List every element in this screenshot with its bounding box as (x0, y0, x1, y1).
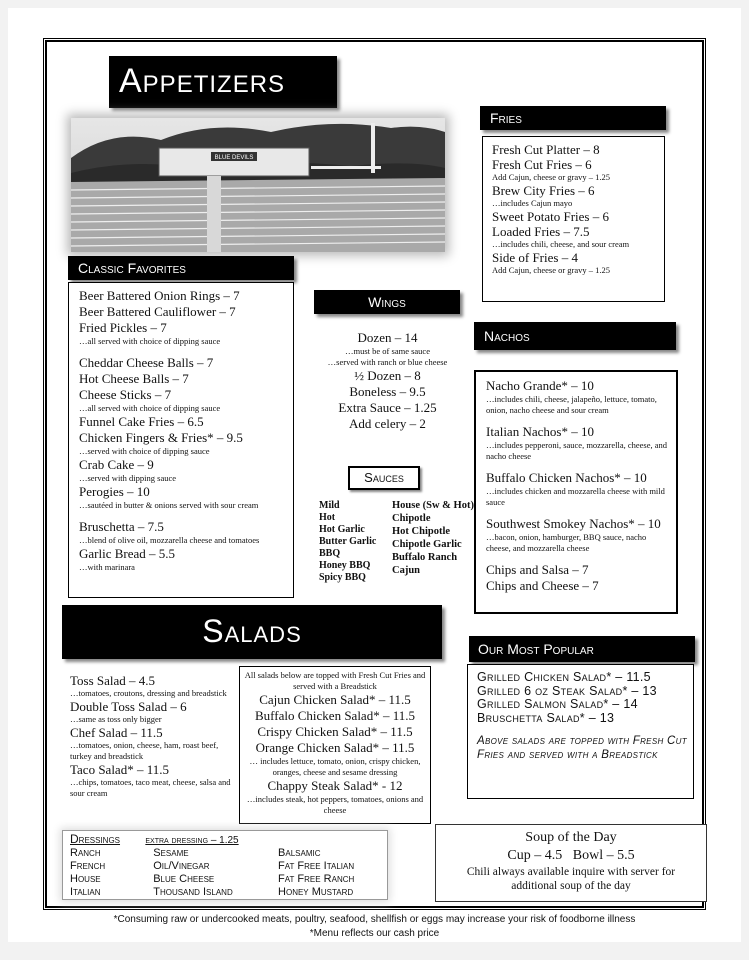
item-description: …all served with choice of dipping sauce (79, 336, 221, 346)
menu-item: Double Toss Salad – 6 (70, 699, 187, 714)
stadium-sign: BLUE DEVILS (214, 155, 254, 161)
menu-item: Cheese Sticks – 7 (79, 387, 172, 402)
menu-item: Fresh Cut Platter – 8 (492, 142, 600, 157)
spacer (486, 462, 668, 470)
item-description: …includes Cajun mayo (492, 198, 573, 208)
menu-item: Dozen – 14 (357, 330, 418, 345)
item-description: …chips, tomatoes, taco meat, cheese, salsa and sour cream (70, 777, 231, 798)
dressing-item: Oil/Vinegar (153, 860, 210, 872)
sauce-item: Chipotle Garlic (392, 539, 462, 550)
classic-favorites-list (79, 288, 293, 573)
sauce-item: House (Sw & Hot) (392, 500, 474, 511)
menu-item: Extra Sauce – 1.25 (338, 400, 437, 415)
menu-item: ½ Dozen – 8 (354, 368, 421, 383)
menu-item: Fried Pickles – 7 (79, 320, 167, 335)
item-description: …includes chicken and mozzarella cheese with mild sauce (486, 486, 665, 507)
sauce-item: Hot Chipotle (392, 526, 451, 537)
item-description: …same as toss only bigger (70, 714, 162, 724)
menu-item: Fresh Cut Fries – 6 (492, 157, 592, 172)
menu-item: Cheddar Cheese Balls – 7 (79, 355, 214, 370)
dressings-title: Dressings (70, 832, 121, 846)
wings-header: Wings (314, 290, 460, 314)
item-description: …includes pepperoni, sauce, mozzarella, cheese, and nacho cheese (486, 440, 668, 461)
dressings-col-3 (278, 847, 387, 899)
menu-item: Garlic Bread – 5.5 (79, 546, 176, 561)
item-description: …sautéed in butter & onions served with sour cream (79, 500, 259, 510)
dressings-columns (70, 847, 387, 899)
menu-item: Taco Salad* – 11.5 (70, 762, 169, 777)
spacer (79, 347, 293, 355)
menu-item: Buffalo Chicken Nachos* – 10 (486, 470, 647, 485)
dressings-col-2 (153, 847, 278, 899)
menu-item: Italian Nachos* – 10 (486, 424, 594, 439)
soup-box (435, 824, 707, 902)
menu-item: Chips and Cheese – 7 (486, 578, 599, 593)
spacer (486, 554, 668, 562)
sauce-item: Cajun (392, 565, 421, 576)
menu-item: Chips and Salsa – 7 (486, 562, 589, 577)
footer-disclaimer: *Consuming raw or undercooked meats, poultry, seafood, shellfish or eggs may increase your risk of foodborne illness (113, 914, 636, 925)
popular-item: Bruschetta Salad* – 13 (477, 710, 615, 725)
sauce-item: Honey BBQ (319, 560, 371, 571)
classic-favorites-header: Classic Favorites (68, 256, 294, 280)
menu-item: Buffalo Chicken Salad* – 11.5 (255, 708, 415, 723)
item-description: …tomatoes, croutons, dressing and breadstick (70, 688, 227, 698)
fries-box (482, 136, 665, 302)
dressing-item: Blue Cheese (153, 873, 215, 885)
menu-item: Funnel Cake Fries – 6.5 (79, 414, 204, 429)
sauce-item: Buffalo Ranch (392, 552, 458, 563)
dressing-item: Thousand Island (153, 886, 233, 898)
salads-list-left (70, 673, 235, 799)
item-description: Add Cajun, cheese or gravy – 1.25 (492, 265, 611, 275)
dressings-title-row (70, 833, 387, 847)
stadium-illustration (71, 118, 445, 252)
dressing-item: French (70, 860, 106, 872)
soup-price: Cup – 4.5 Bowl – 5.5 (507, 848, 635, 863)
menu-item: Orange Chicken Salad* – 11.5 (255, 740, 415, 755)
item-description: …served with dipping sauce (79, 473, 177, 483)
dressing-item: House (70, 873, 101, 885)
dressing-item: Honey Mustard (278, 886, 354, 898)
footer-cash-price: *Menu reflects our cash price (309, 928, 440, 939)
nachos-header: Nachos (474, 322, 676, 350)
dressing-item: Ranch (70, 847, 101, 859)
stadium-photo (71, 118, 445, 252)
nachos-list (486, 378, 668, 594)
sauce-item: Spicy BBQ (319, 572, 366, 583)
menu-item: Loaded Fries – 7.5 (492, 224, 590, 239)
item-description: …must be of same sauce (345, 346, 430, 356)
item-description: …includes steak, hot peppers, tomatoes, onions and cheese (246, 794, 424, 815)
appetizers-title: Appetizers (109, 56, 337, 108)
menu-item: Brew City Fries – 6 (492, 183, 595, 198)
popular-item: Grilled Chicken Salad* – 11.5 (477, 670, 651, 684)
most-popular-note: Above salads are topped with Fresh Cut Fries and served with a Breadstick (477, 735, 687, 761)
menu-item: Add celery – 2 (349, 416, 426, 431)
dressing-item: Sesame (153, 847, 189, 859)
item-description: …served with ranch or blue cheese (327, 357, 448, 367)
sauces-list-left (319, 500, 389, 584)
menu-item: Cajun Chicken Salad* – 11.5 (259, 692, 411, 707)
wings-list (300, 330, 475, 432)
salads-topped-header: All salads below are topped with Fresh Cut Fries and served with a Breadstick (244, 670, 426, 691)
most-popular-list (477, 671, 693, 725)
sauce-item: Hot (319, 512, 336, 523)
fries-header: Fries (480, 106, 666, 130)
menu-item: Sweet Potato Fries – 6 (492, 209, 609, 224)
item-description: …with marinara (79, 562, 135, 572)
item-description: …includes chili, cheese, jalapeño, lettuce, tomato, onion, nacho cheese and sour cream (486, 394, 657, 415)
menu-item: Boneless – 9.5 (349, 384, 426, 399)
soup-note: Chili always available inquire with server for additional soup of the day (466, 866, 676, 892)
menu-item: Nacho Grande* – 10 (486, 378, 594, 393)
item-description: …bacon, onion, hamburger, BBQ sauce, nacho cheese, and mozzarella cheese (486, 532, 647, 553)
most-popular-header: Our Most Popular (469, 636, 695, 662)
dressing-item: Italian (70, 886, 101, 898)
sauce-item: Chipotle (392, 513, 431, 524)
salads-header: Salads (62, 605, 442, 659)
dressings-col-1 (70, 847, 153, 899)
sauce-item: Mild (319, 500, 340, 511)
popular-item: Grilled Salmon Salad* – 14 (477, 697, 638, 711)
soup-title: Soup of the Day (525, 830, 617, 845)
salads-topped-list (244, 692, 426, 816)
sauce-item: BBQ (319, 548, 341, 559)
item-description: Add Cajun, cheese or gravy – 1.25 (492, 172, 611, 182)
menu-item: Side of Fries – 4 (492, 250, 578, 265)
menu-item: Beer Battered Cauliflower – 7 (79, 304, 236, 319)
dressing-item: Balsamic (278, 847, 321, 859)
menu-item: Hot Cheese Balls – 7 (79, 371, 189, 386)
spacer (486, 508, 668, 516)
menu-item: Southwest Smokey Nachos* – 10 (486, 516, 661, 531)
item-description: …served with choice of dipping sauce (79, 446, 210, 456)
sauces-header: Sauces (348, 466, 420, 490)
extra-dressing-price: extra dressing – 1.25 (145, 835, 239, 846)
menu-item: Beer Battered Onion Rings – 7 (79, 288, 240, 303)
dressing-item: Fat Free Ranch (278, 873, 355, 885)
dressing-item: Fat Free Italian (278, 860, 355, 872)
classic-favorites-box (68, 282, 294, 598)
menu-item: Toss Salad – 4.5 (70, 673, 156, 688)
item-description: …all served with choice of dipping sauce (79, 403, 221, 413)
menu-item: Crab Cake – 9 (79, 457, 154, 472)
sauce-item: Butter Garlic (319, 536, 377, 547)
spacer (486, 416, 668, 424)
dressings-box (62, 830, 388, 900)
menu-item: Perogies – 10 (79, 484, 150, 499)
sauce-item: Hot Garlic (319, 524, 365, 535)
menu-item: Chef Salad – 11.5 (70, 725, 163, 740)
fries-list (492, 142, 664, 276)
popular-item: Grilled 6 oz Steak Salad* – 13 (477, 683, 657, 698)
most-popular-box (467, 664, 694, 799)
menu-item: Chicken Fingers & Fries* – 9.5 (79, 430, 243, 445)
menu-item: Bruschetta – 7.5 (79, 519, 164, 534)
sauces-list-right (392, 499, 482, 577)
item-description: … includes lettuce, tomato, onion, crispy chicken, oranges, cheese and sesame dressing (249, 756, 421, 777)
nachos-box (474, 370, 678, 614)
item-description: …blend of olive oil, mozzarella cheese and tomatoes (79, 535, 260, 545)
item-description: …tomatoes, onion, cheese, ham, roast beef, turkey and breadstick (70, 740, 219, 761)
salads-topped-box (239, 666, 431, 824)
menu-item: Crispy Chicken Salad* – 11.5 (257, 724, 413, 739)
item-description: …includes chili, cheese, and sour cream (492, 239, 630, 249)
spacer (79, 511, 293, 519)
menu-item: Chappy Steak Salad* - 12 (267, 778, 403, 793)
